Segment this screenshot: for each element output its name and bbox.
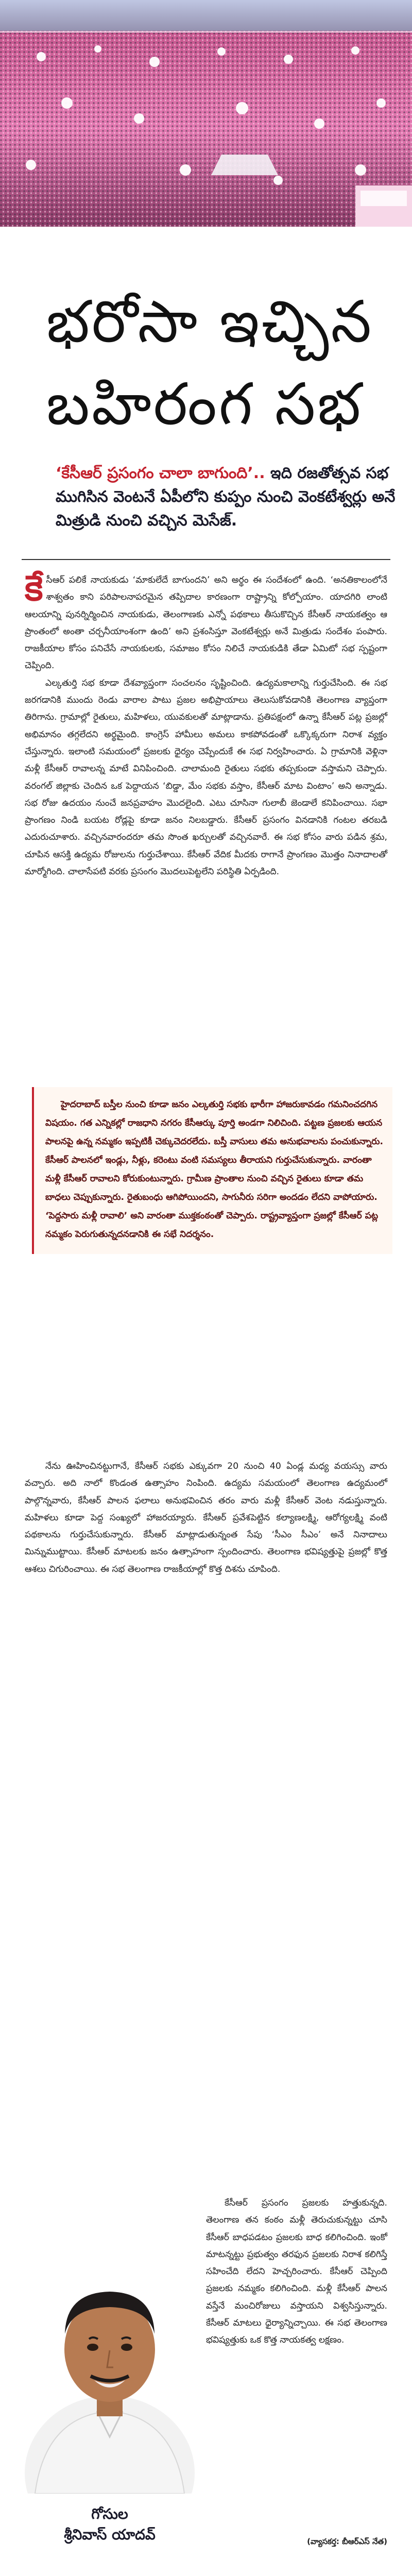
headline-line-2: బహిరంగ సభ bbox=[46, 371, 363, 438]
crowd-illustration bbox=[0, 0, 412, 227]
divider bbox=[22, 559, 390, 560]
headline-line-1: భరోసా ఇచ్చిన bbox=[46, 289, 374, 356]
lead-paragraph bbox=[56, 462, 396, 533]
side-column bbox=[206, 2195, 387, 2349]
highlight-box bbox=[32, 1087, 392, 1254]
lead-text: ఇది రజతోత్సవ సభ ముగిసిన వెంటనే ఏపీలోని కుప్పం నుంచి వెంకటేశ్వర్లు అనే మిత్రుడి నుంచి వచ్చిన మెసేజ్. bbox=[56, 464, 396, 530]
paragraph-3: నేను ఊహించినట్టుగానే, కేసీఆర్ సభకు ఎక్కువగా 20 నుంచి 40 ఏండ్ల మధ్య వయస్సు వారు వచ్చారు. అది నాలో కొండంత ఉత్సాహం నింపింది. ఉద్యమ సమయంలో తెలంగాణ ఉద్యమంలో పాల్గొన్నవారు, కేసీఆర్ పాలన ఫలాలు అనుభవించిన తరం వారు మళ్లీ కేసీఆర్ వెంట నడుస్తున్నారు. మహిళలు కూడా పెద్ద సంఖ్యలో హాజరయ్యారు. కేసీఆర్ ప్రవేశపెట్టిన కల్యాణలక్ష్మి, ఆరోగ్యలక్ష్మి వంటి పథకాలను గుర్తుచేసుకున్నారు. కేసీఆర్ మాట్లాడుతున్నంత సేపు ‘సీఎం సీఎం’ అనే నినాదాలు మిన్నుముట్టాయి. కేసీఆర్ మాటలకు జనం ఉత్సాహంగా స్పందించారు. తెలంగాణ భవిష్యత్తుపై ప్రజల్లో కొత్త ఆశలు చిగురించాయి. ఈ సభ తెలంగాణ రాజకీయాల్లో కొత్త దిశను చూపింది. bbox=[25, 1461, 387, 1574]
author-name-line-1: గోసుల bbox=[91, 2505, 128, 2522]
drop-cap: కే bbox=[25, 568, 43, 609]
crowd-photo bbox=[0, 0, 412, 227]
article-body bbox=[25, 568, 387, 880]
paragraph-1: సీఆర్ పలికే నాయకుడు ‘మాకులేదే బాగుందని’ అని అర్థం ఈ సందేశంలో ఉంది. ‘అనతికాలంలోనే శాశ్వతం కాని పరిపాలనాపరమైన తప్పిదాల కారణంగా రాష్ట్రాన్ని కోల్పోయాం. యాదగిరి లాంటి ఆలయాన్ని పునర్నిర్మించిన నాయకుడు, తెలంగాణకు ఎన్నో పథకాలు తీసుకొచ్చిన కేసీఆర్ నాయకత్వం ఆ ప్రాంతంలో అంతా చర్చనీయాంశంగా ఉంది’ అని ప్రశంసిస్తూ వెంకటేశ్వర్లు అనే మిత్రుడు సందేశం పంపారు. రాజకీయాల కోసం పనిచేసే నాయకులకు, సమాజం కోసం నిలిచే నాయకుడికి తేడా ఏమిటో సభ స్పష్టంగా చెప్పింది. bbox=[25, 575, 387, 671]
side-paragraph: కేసీఆర్ ప్రసంగం ప్రజలకు హత్తుకున్నది. తెలంగాణ తన కంఠం మళ్లీ తెరుచుకున్నట్టు చూసి కేసీఆర్ బాధపడటం ప్రజలకు బాధ కలిగించింది. ఇంకో మాటన్నట్టు ప్రభుత్వం తరఫున ప్రజలకు నిరాశ కలిగిస్తే సహించేది లేదని హెచ్చరించారు. కేసీఆర్ చెప్పింది ప్రజలకు నమ్మకం కలిగించింది. మళ్లీ కేసీఆర్ పాలన వస్తేనే మంచిరోజులు వస్తాయని విశ్వసిస్తున్నారు. కేసీఆర్ మాటలు ధైర్యాన్నిచ్చాయి. ఈ సభ తెలంగాణ భవిష్యత్తుకు ఒక కొత్త నాయకత్వ లక్షణం. bbox=[206, 2198, 387, 2346]
article-body-continued bbox=[25, 1458, 387, 1578]
author-name bbox=[25, 2504, 195, 2545]
headline bbox=[46, 281, 386, 446]
author-name-line-2: శ్రీనివాస్ యాదవ్ bbox=[64, 2526, 156, 2543]
highlight-text: హైదరాబాద్ బస్తీల నుంచి కూడా జనం ఎల్కతుర్తి సభకు భారీగా హాజరుకావడం గమనించదగిన విషయం. గత ఎన్నికల్లో రాజధాని నగరం కేసీఆర్కు పూర్తి అండగా నిలిచింది. పట్టణ ప్రజలకు ఆయన పాలనపై ఉన్న నమ్మకం ఇప్పటికీ చెక్కుచెదరలేదు. బస్తీ వాసులు తమ అనుభవాలను పంచుకున్నారు. కేసీఆర్ పాలనలో ఇండ్లు, నీళ్లు, కరెంటు వంటి సమస్యలు తీరాయని గుర్తుచేసుకున్నారు. వారంతా మళ్లీ కేసీఆర్ రావాలని కోరుకుంటున్నారు. గ్రామీణ ప్రాంతాల నుంచి వచ్చిన రైతులు కూడా తమ బాధలు చెప్పుకున్నారు. రైతుబంధు ఆగిపోయిందని, సాగునీరు సరిగా అందడం లేదని వాపోయారు. ‘పెద్దసారు మళ్లీ రావాలి’ అని వారంతా ముక్తకంఠంతో చెప్పారు. రాష్ట్రవ్యాప్తంగా ప్రజల్లో కేసీఆర్ పట్ల నమ్మకం పెరుగుతున్నదనడానికి ఈ సభే నిదర్శనం. bbox=[45, 1099, 383, 1240]
author-byline: (వ్యాసకర్త: బీఆర్ఎస్ నేత) bbox=[307, 2537, 387, 2546]
lead-quote: ‘కేసీఆర్ ప్రసంగం చాలా బాగుంది’.. bbox=[56, 464, 265, 482]
paragraph-2: ఎల్కతుర్తి సభ కూడా దేశవ్యాప్తంగా సంచలనం సృష్టించింది. ఉద్యమకాలాన్ని గుర్తుచేసింది. ఈ సభ జరగడానికి ముందు రెండు వారాల పాటు ప్రజల అభిప్రాయాలు తెలుసుకోవడానికి తెలంగాణ వ్యాప్తంగా తిరిగాను. గ్రామాల్లో రైతులు, మహిళలు, యువకులతో మాట్లాడాను. ప్రతిపక్షంలో ఉన్నా కేసీఆర్ పట్ల ప్రజల్లో అభిమానం తగ్గలేదని అర్థమైంది. కాంగ్రెస్ హామీలు అమలు కాకపోవడంతో ఒక్కొక్కరుగా నిరాశ వ్యక్తం చేస్తున్నారు. ఇలాంటి సమయంలో ప్రజలకు ధైర్యం చెప్పేందుకే ఈ సభ నిర్వహించారు. ఏ గ్రామానికి వెళ్లినా మళ్లీ కేసీఆర్ రావాలన్న మాటే వినిపించింది. చాలామంది రైతులు సభకు తప్పకుండా వస్తామని చెప్పారు. వరంగల్ జిల్లాకు చెందిన ఒక పెద్దాయన ‘బిడ్డా, మేం సభకు వస్తాం, కేసీఆర్ మాట వింటాం’ అని అన్నాడు. సభ రోజు ఉదయం నుంచే జనప్రవాహం మొదలైంది. ఎటు చూసినా గులాబీ జెండాలే కనిపించాయి. సభా ప్రాంగణం నిండి బయట రోడ్లపై కూడా జనం నిలబడ్డారు. కేసీఆర్ ప్రసంగం వినడానికి గంటల తరబడి ఎదురుచూశారు. వచ్చినవారందరూ తమ సొంత ఖర్చులతో వచ్చినవారే. ఈ సభ కోసం వారు పడిన శ్రమ, చూపిన ఆసక్తి ఉద్యమ రోజులను గుర్తుచేశాయి. కేసీఆర్ వేదిక మీదకు రాగానే ప్రాంగణం మొత్తం నినాదాలతో మార్మోగింది. చాలాసేపటి వరకు ప్రసంగం మొదలుపెట్టలేని పరిస్థితి ఏర్పడింది. bbox=[25, 677, 387, 877]
author-photo bbox=[25, 2231, 195, 2494]
